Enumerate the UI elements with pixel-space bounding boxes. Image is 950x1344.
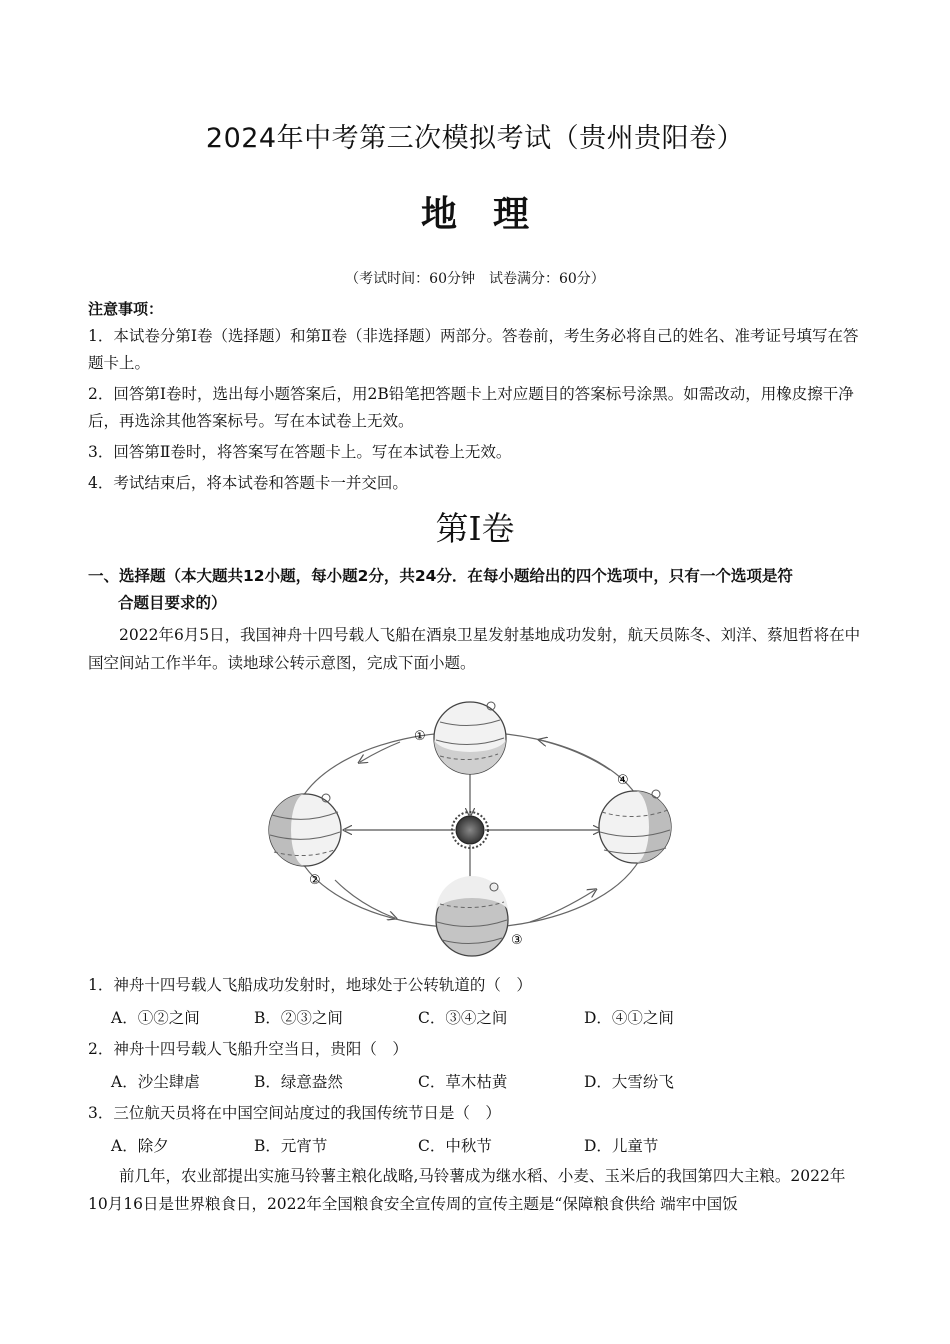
option-d: D．④①之间 xyxy=(584,1009,674,1027)
notice-item: 4．考试结束后，将本试卷和答题卡一并交回。 xyxy=(88,474,408,492)
passage-1 xyxy=(88,621,863,677)
section-line-2: 合题目要求的） xyxy=(118,594,227,612)
section-heading xyxy=(88,563,868,617)
exam-info: （考试时间：60分钟 试卷满分：60分） xyxy=(345,271,605,287)
notice-item: 3．回答第Ⅱ卷时，将答案写在答题卡上。写在本试卷上无效。 xyxy=(88,443,512,461)
question-stem: 1．神舟十四号载人飞船成功发射时，地球处于公转轨道的（ ） xyxy=(88,976,532,994)
subject-title: 地 理 xyxy=(420,194,529,235)
earth-icon xyxy=(269,794,341,866)
earth-icon xyxy=(599,790,671,863)
option-b: B．元宵节 xyxy=(254,1137,328,1155)
option-c: C．中秋节 xyxy=(418,1137,492,1155)
position-label-1: ① xyxy=(414,729,426,744)
volume-title: 第Ⅰ卷 xyxy=(435,509,515,548)
option-b: B．绿意盎然 xyxy=(254,1073,343,1091)
option-d: D．儿童节 xyxy=(584,1137,659,1155)
position-label-3: ③ xyxy=(511,933,523,948)
question-stem: 2．神舟十四号载人飞船升空当日，贵阳（ ） xyxy=(88,1040,408,1058)
notice-item: 2．回答第Ⅰ卷时，选出每小题答案后，用2B铅笔把答题卡上对应题目的答案标号涂黑。如需改动，用橡皮擦干净后，再选涂其他答案标号。写在本试卷上无效。 xyxy=(88,385,854,430)
earth-revolution-diagram xyxy=(260,690,690,960)
exam-title: 2024年中考第三次模拟考试（贵州贵阳卷） xyxy=(205,123,745,154)
option-a: A．①②之间 xyxy=(111,1009,200,1027)
question-stem: 3．三位航天员将在中国空间站度过的我国传统节日是（ ） xyxy=(88,1104,501,1122)
option-d: D．大雪纷飞 xyxy=(584,1073,674,1091)
option-c: C．草木枯黄 xyxy=(418,1073,508,1091)
passage-2-text: 前几年，农业部提出实施马铃薯主粮化战略,马铃薯成为继水稻、小麦、玉米后的我国第四大主粮。2022年10月16日是世界粮食日，2022年全国粮食安全宣传周的宣传主题是“保障粮食供给 端牢中国饭 xyxy=(88,1167,846,1213)
option-c: C．③④之间 xyxy=(418,1009,508,1027)
earth-icon xyxy=(434,702,506,774)
notice-title: 注意事项： xyxy=(88,300,164,318)
position-label-2: ② xyxy=(309,873,321,888)
notice-item: 1．本试卷分第Ⅰ卷（选择题）和第Ⅱ卷（非选择题）两部分。答卷前，考生务必将自己的姓名、准考证号填写在答题卡上。 xyxy=(88,327,859,372)
option-b: B．②③之间 xyxy=(254,1009,343,1027)
passage-2 xyxy=(88,1162,863,1218)
sun-icon xyxy=(456,816,484,844)
option-a: A．沙尘肆虐 xyxy=(111,1073,200,1091)
passage-1-text: 2022年6月5日，我国神舟十四号载人飞船在酒泉卫星发射基地成功发射，航天员陈冬、刘洋、蔡旭哲将在中国空间站工作半年。读地球公转示意图，完成下面小题。 xyxy=(88,626,861,672)
section-line-1: 一、选择题（本大题共12小题，每小题2分，共24分．在每小题给出的四个选项中，只有一个选项是符 xyxy=(88,567,793,585)
option-a: A．除夕 xyxy=(111,1137,169,1155)
position-label-4: ④ xyxy=(617,773,629,788)
earth-icon xyxy=(436,876,508,956)
